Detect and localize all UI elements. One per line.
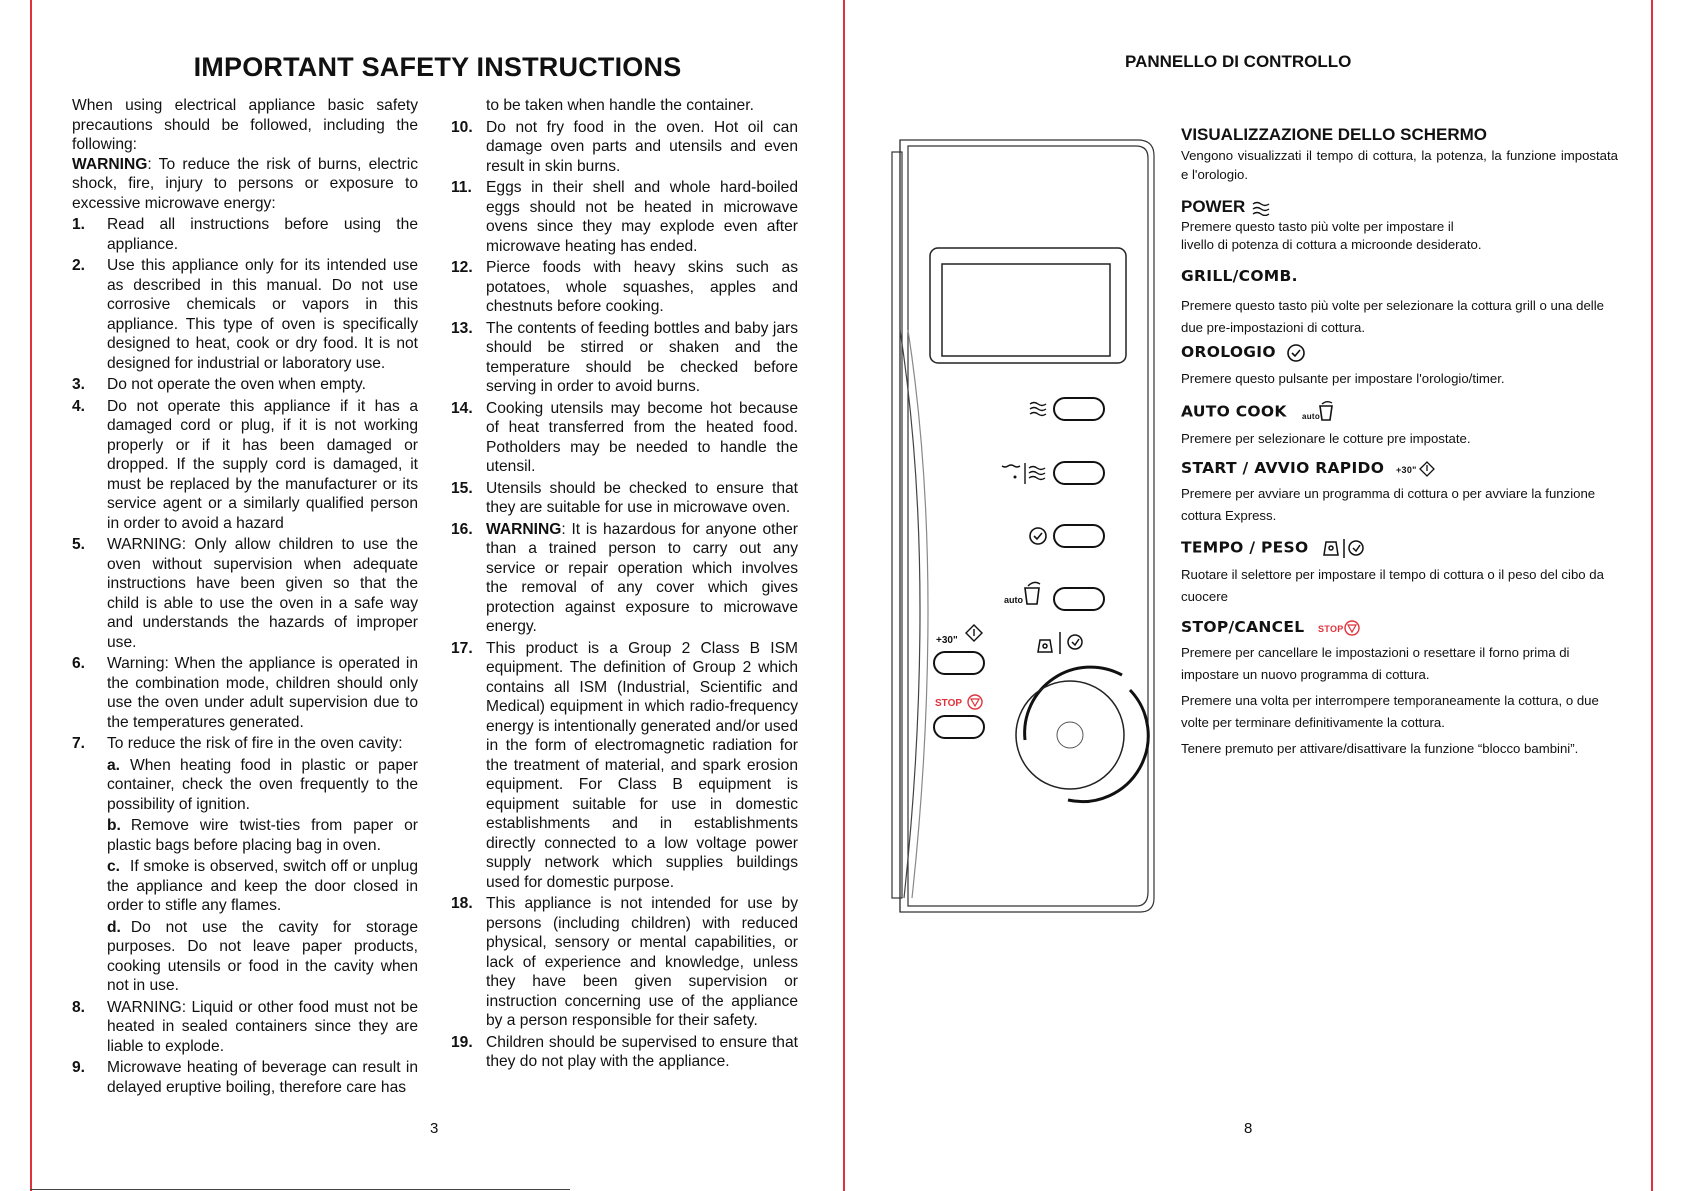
item-number: 9. <box>72 1059 86 1076</box>
power-desc-1: Premere questo tasto più volte per impostare il <box>1181 219 1454 234</box>
item-text: Use this appliance only for its intended use as described in this manual. Do not use corrosive chemicals or vapors in this appliance. This type of oven is specifically designed to heat, cook or dry food. It is not designed for industrial or laboratory use. <box>107 257 418 372</box>
sub-item-text: If smoke is observed, switch off or unplug the appliance and keep the door closed in order to stifle any flames. <box>107 858 418 914</box>
section-start <box>1181 457 1618 527</box>
list-item <box>451 894 798 1031</box>
list-item <box>451 118 798 177</box>
item-text: This appliance is not intended for use by persons (including children) with reduced physical, sensory or mental capabilities, or lack of experience and knowledge, unless they have been given supervision or instruction concerning use of the appliance by a person responsible for their safety. <box>486 895 798 1029</box>
sub-item-letter: d. <box>107 918 121 936</box>
svg-text:auto: auto <box>1004 595 1023 605</box>
grill-combo-icon <box>1002 463 1045 484</box>
auto-cook-icon <box>1004 582 1040 605</box>
list-item <box>72 256 418 373</box>
stop-desc-2: Premere una volta per interrompere temporaneamente la cottura, o due volte per terminare definitivamente la cottura. <box>1181 693 1599 730</box>
item-number: 2. <box>72 257 86 274</box>
auto-cook-icon <box>1292 400 1336 424</box>
page-number-right: 8 <box>1244 1120 1253 1137</box>
list-item <box>451 399 798 477</box>
sub-list-item <box>72 756 418 815</box>
list-item <box>451 520 798 637</box>
list-item <box>72 215 418 254</box>
stop-icon <box>935 695 982 709</box>
item-number: 14. <box>451 399 473 417</box>
item-text: Do not operate this appliance if it has a damaged cord or plug, if it is not working properly or if it has been damaged or dropped. If the supply cord is damaged, it must be replaced by the manufacturer or its service agent or a similarly qualified person in order to avoid a hazard <box>107 397 418 532</box>
time-title: TEMPO / PESO <box>1181 538 1309 557</box>
item-number: 13. <box>451 319 473 337</box>
autocook-desc: Premere per selezionare le cotture pre impostate. <box>1181 431 1471 446</box>
power-title: POWER <box>1181 197 1246 216</box>
list-item <box>72 998 418 1057</box>
item-text: Eggs in their shell and whole hard-boiled eggs should not be heated in microwave ovens since they may explode even after microwave heating has ended. <box>486 179 798 255</box>
stop-title: STOP/CANCEL <box>1181 618 1305 636</box>
selector-knob <box>1016 667 1148 801</box>
stop-desc-3: Tenere premuto per attivare/disattivare la funzione “blocco bambini”. <box>1181 741 1579 756</box>
list-item <box>451 1033 798 1072</box>
item-number: 15. <box>451 479 473 497</box>
svg-text:+30": +30" <box>936 635 958 646</box>
safety-column-2 <box>451 96 798 1072</box>
warning-text: : To reduce the risk of burns, electric shock, fire, injury to persons or exposure to excessive microwave energy: <box>72 155 418 212</box>
item-number: 11. <box>451 179 472 196</box>
item-text: Do not fry food in the oven. Hot oil can damage oven parts and utensils and even result in skin burns. <box>486 118 798 175</box>
sub-item-text: Remove wire twist-ties from paper or plastic bags before placing bag in oven. <box>107 817 418 854</box>
intro-text: When using electrical appliance basic safety precautions should be followed, including the following: <box>72 97 418 153</box>
item-number: 1. <box>72 216 86 233</box>
sub-list-item <box>72 857 418 916</box>
list-item <box>451 479 798 518</box>
item-number: 10. <box>451 118 473 136</box>
list-item <box>72 397 418 534</box>
list-item <box>451 178 798 256</box>
item-text: Utensils should be checked to ensure that they are suitable for use in microwave oven. <box>486 479 798 516</box>
power-desc-2: livello di potenza di cottura a microonde desiderato. <box>1181 237 1482 252</box>
svg-text:auto: auto <box>1302 412 1321 421</box>
item-number: 16. <box>451 520 473 538</box>
stop-desc-1: Premere per cancellare le impostazioni o resettare il forno prima di impostare un nuovo programma di cottura. <box>1181 645 1570 682</box>
clock-icon <box>1030 528 1046 544</box>
list-item <box>72 535 418 652</box>
sub-item-text: When heating food in plastic or paper container, check the oven frequently to the possibility of ignition. <box>107 756 418 813</box>
item-text: WARNING: Only allow children to use the oven without supervision when adequate instructions have been given so that the child is able to use the oven in a safe way and understands the hazards of improper use. <box>107 536 418 651</box>
continued-text: to be taken when handle the container. <box>486 97 754 114</box>
center-fold-line <box>843 0 845 1191</box>
item-text: To reduce the risk of fire in the oven cavity: <box>107 735 403 752</box>
page-title: IMPORTANT SAFETY INSTRUCTIONS <box>193 52 682 82</box>
power-wave-icon <box>1250 200 1272 216</box>
svg-text:+30": +30" <box>1395 464 1417 475</box>
item-number: 18. <box>451 895 473 912</box>
warning-label: WARNING <box>72 155 148 173</box>
list-item <box>451 258 798 317</box>
autocook-title: AUTO COOK <box>1181 402 1287 421</box>
left-margin-line <box>30 0 32 1191</box>
display-desc: Vengono visualizzati il tempo di cottura, la potenza, la funzione impostata e l'orologio. <box>1181 148 1618 182</box>
section-grill <box>1181 265 1618 339</box>
item-text: Do not operate the oven when empty. <box>107 376 366 393</box>
item-text: Microwave heating of beverage can result in delayed eruptive boiling, therefore care has <box>107 1059 418 1096</box>
start-title: START / AVVIO RAPIDO <box>1181 459 1385 477</box>
section-power <box>1181 196 1618 254</box>
section-display <box>1181 124 1618 184</box>
weight-time-icon <box>1038 632 1082 654</box>
list-item <box>72 734 418 754</box>
item-text: Pierce foods with heavy skins such as potatoes, whole squashes, apples and chestnuts before cooking. <box>486 259 798 315</box>
sub-list-item <box>72 816 418 855</box>
item-number: 19. <box>451 1033 473 1051</box>
item-number: 4. <box>72 397 86 415</box>
item-number: 6. <box>72 655 86 672</box>
grill-desc: Premere questo tasto più volte per selezionare la cottura grill o una delle due pre-impostazioni di cottura. <box>1181 298 1604 335</box>
item-text: Warning: When the appliance is operated in the combination mode, children should only use the oven under adult supervision due to the temperatures generated. <box>107 655 418 731</box>
item-number: 3. <box>72 376 86 393</box>
sub-item-letter: c. <box>107 858 121 875</box>
clock-icon <box>1282 342 1308 364</box>
list-item <box>451 319 798 397</box>
list-item <box>451 639 798 893</box>
start-plus30-icon <box>1390 459 1440 479</box>
item-text: WARNING: Liquid or other food must not be heated in sealed containers since they are liable to explode. <box>107 998 418 1055</box>
start-desc: Premere per avviare un programma di cottura o per avviare la funzione cottura Express. <box>1181 486 1596 523</box>
control-panel-title: PANNELLO DI CONTROLLO <box>1125 52 1352 71</box>
svg-text:STOP: STOP <box>935 698 963 709</box>
stop-icon <box>1310 618 1364 638</box>
start-plus30-icon <box>936 625 982 646</box>
sub-item-letter: b. <box>107 817 121 834</box>
time-desc: Ruotare il selettore per impostare il tempo di cottura o il peso del cibo da cuocere <box>1181 567 1604 604</box>
page-number-left: 3 <box>430 1120 439 1137</box>
item-text: Read all instructions before using the appliance. <box>107 216 418 253</box>
warning-label: WARNING <box>486 520 562 538</box>
bottom-rule <box>30 1189 570 1190</box>
item-text: Children should be supervised to ensure that they do not play with the appliance. <box>486 1033 798 1070</box>
section-stop <box>1181 616 1618 760</box>
safety-column-1 <box>72 96 418 1097</box>
item-text: This product is a Group 2 Class B ISM equipment. The definition of Group 2 which contains all ISM (Industrial, Scientific and Medical) equipment in which radio-frequency energy is intentionally generated and/or used in the form of electromagnetic radiation for the treatment of material, and spark erosion equipment. For Class B equipment is equipment suitable for use in domestic establishments and in establishments directly connected to a low voltage power supply network which supplies buildings used for domestic purpose. <box>486 639 798 891</box>
section-autocook <box>1181 400 1618 450</box>
svg-text:STOP: STOP <box>1318 623 1344 634</box>
section-clock <box>1181 341 1618 390</box>
grill-title: GRILL/COMB. <box>1181 267 1298 285</box>
control-panel-illustration <box>870 130 1160 920</box>
item-number: 8. <box>72 998 86 1016</box>
item-text: : It is hazardous for anyone other than a trained person to carry out any service or repair operation which involves the removal of any cover which gives protection against exposure to microwave energy. <box>486 520 798 635</box>
warning-paragraph <box>72 155 418 214</box>
item-text: Cooking utensils may become hot because of heat transferred from the heated food. Potholders may be needed to handle the utensil. <box>486 399 798 475</box>
list-item <box>72 1058 418 1097</box>
display-title: VISUALIZZAZIONE DELLO SCHERMO <box>1181 125 1487 144</box>
power-wave-icon <box>1030 403 1046 416</box>
sub-item-letter: a. <box>107 756 121 774</box>
item-number: 17. <box>451 639 473 657</box>
list-item <box>72 375 418 395</box>
item-number: 7. <box>72 735 86 752</box>
sub-item-text: Do not use the cavity for storage purposes. Do not leave paper products, cooking utensils or food in the cavity when not in use. <box>107 918 418 994</box>
item-text: The contents of feeding bottles and baby jars should be stirred or shaken and the temperature should be checked before serving in order to avoid burns. <box>486 319 798 395</box>
clock-title: OROLOGIO <box>1181 343 1276 361</box>
list-item <box>72 654 418 732</box>
right-margin-line <box>1651 0 1653 1191</box>
section-time <box>1181 536 1618 608</box>
item-number: 12. <box>451 259 473 276</box>
item-number: 5. <box>72 536 86 553</box>
clock-desc: Premere questo pulsante per impostare l'orologio/timer. <box>1181 370 1505 386</box>
weight-time-icon <box>1314 536 1372 560</box>
sub-list-item <box>72 918 418 996</box>
